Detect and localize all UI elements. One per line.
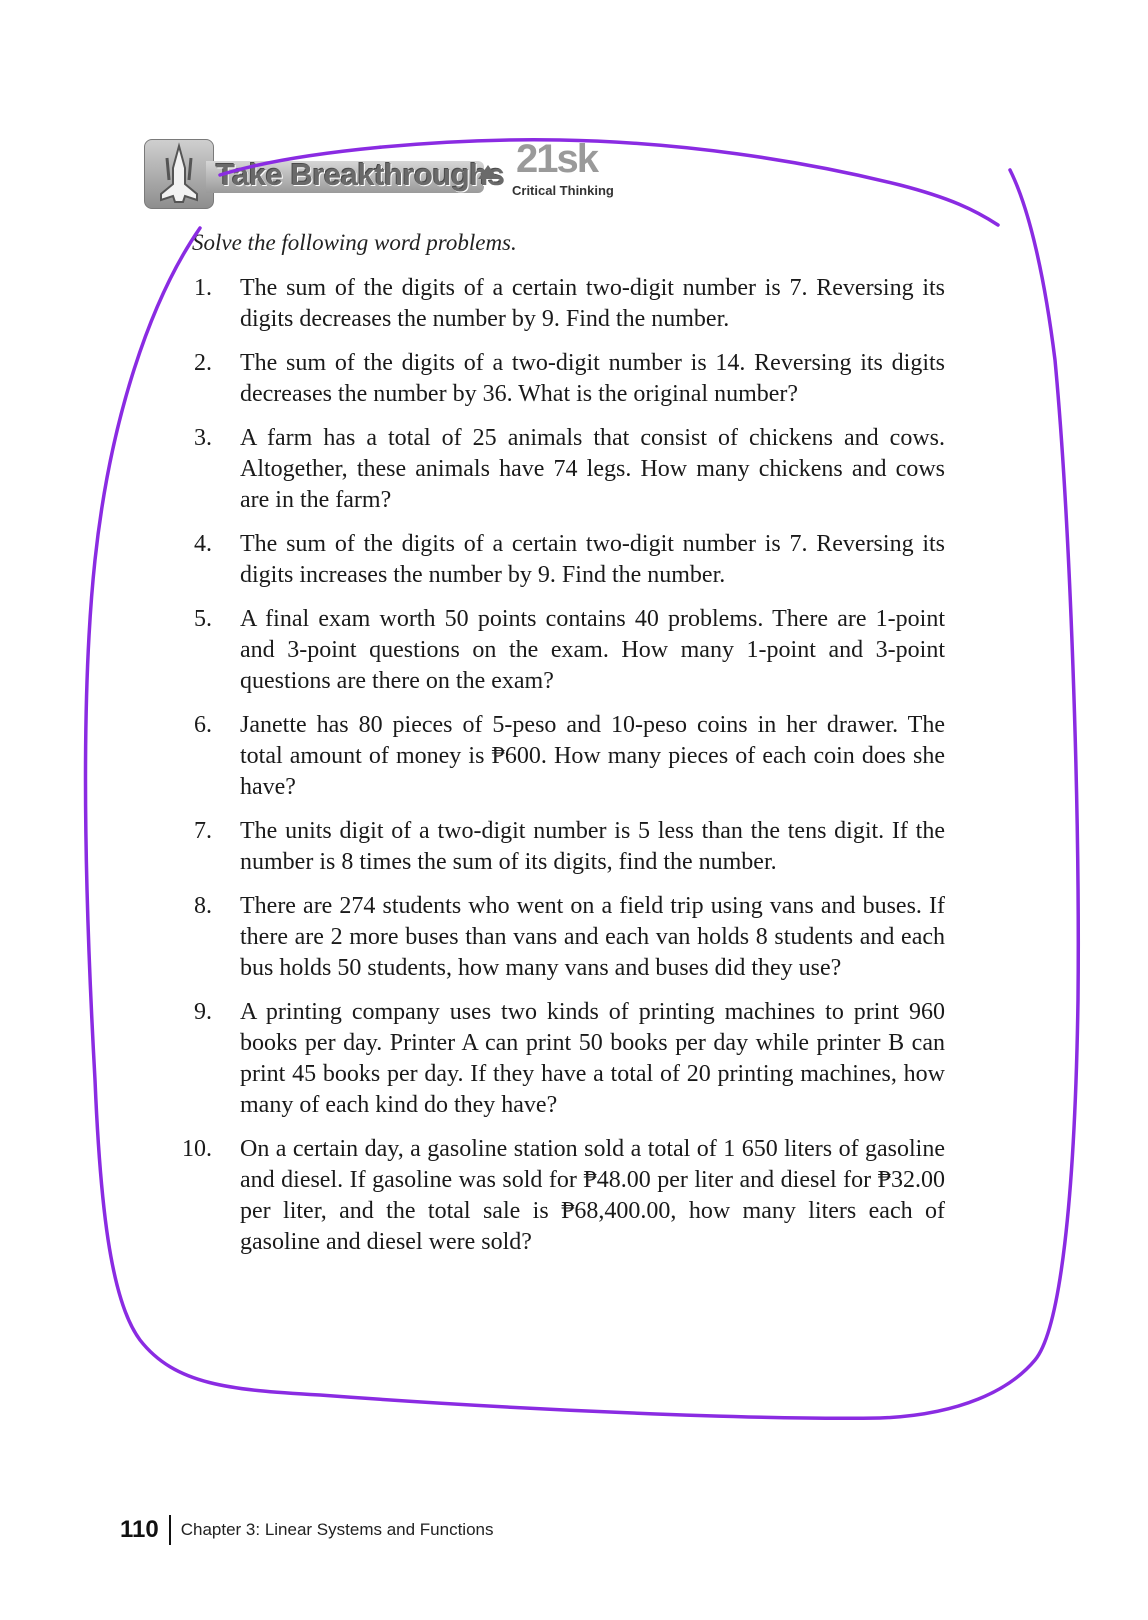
problem-text: The sum of the digits of a two-digit number is 14. Reversing its digits decreases the number by 36. What is the original number? [240,350,945,407]
problem-number: 4. [194,531,212,557]
problem-text: Janette has 80 pieces of 5-peso and 10-peso coins in her drawer. The total amount of money is ₱600. How many pieces of each coin does she have? [240,712,945,800]
problem-number: 9. [194,999,212,1025]
problem-number: 7. [194,818,212,844]
problem-text: A printing company uses two kinds of printing machines to print 960 books per day. Printer A can print 50 books per day while printer B can print 45 books per day. If they have a total of 20 printing machines, how many of each kind do they have? [240,999,945,1118]
chapter-title: Chapter 3: Linear Systems and Functions [180,1520,494,1539]
footer-divider [169,1515,171,1545]
problem-item [160,1134,945,1258]
problem-item [160,997,945,1121]
problem-text: A farm has a total of 25 animals that consist of chickens and cows. Altogether, these animals have 74 legs. How many chickens and cows are in the farm? [240,425,945,513]
problem-number: 2. [194,350,212,376]
problem-item [160,423,945,516]
banner-title: Take Breakthroughs [216,157,505,192]
problem-number: 10. [182,1136,212,1162]
section-header [144,139,664,209]
problem-text: There are 274 students who went on a field trip using vans and buses. If there are 2 more buses than vans and each van holds 8 students and each bus holds 50 students, how many vans and buses did they use? [240,893,945,981]
problem-number: 1. [194,275,212,301]
problem-number: 3. [194,425,212,451]
problem-item [160,604,945,697]
problem-item [160,816,945,878]
problem-item [160,710,945,803]
problem-list [160,273,945,1271]
problem-number: 6. [194,712,212,738]
problem-item [160,891,945,984]
problem-text: The sum of the digits of a certain two-digit number is 7. Reversing its digits decreases the number by 9. Find the number. [240,275,945,332]
skills-badge-subtitle: Critical Thinking [512,183,614,198]
problem-number: 8. [194,893,212,919]
problem-number: 5. [194,606,212,632]
page-number: 110 [120,1516,159,1543]
problem-text: A final exam worth 50 points contains 40 problems. There are 1-point and 3-point questions on the exam. How many 1-point and 3-point questions are there on the exam? [240,606,945,694]
problem-item [160,348,945,410]
problem-text: The sum of the digits of a certain two-digit number is 7. Reversing its digits increases the number by 9. Find the number. [240,531,945,588]
skills-badge: 21sk [516,137,597,181]
rocket-logo-icon [144,139,214,209]
problem-item [160,273,945,335]
page-footer [120,1515,494,1547]
problem-text: On a certain day, a gasoline station sold a total of 1 650 liters of gasoline and diesel. If gasoline was sold for ₱48.00 per liter and diesel for ₱32.00 per liter, and the total sale is ₱68,400.00, how many liters each of gasoline and diesel were sold? [240,1136,945,1255]
problem-item [160,529,945,591]
problem-text: The units digit of a two-digit number is 5 less than the tens digit. If the number is 8 times the sum of its digits, find the number. [240,818,945,875]
instruction-text: Solve the following word problems. [192,230,517,255]
arrow-up-icon [478,165,498,179]
